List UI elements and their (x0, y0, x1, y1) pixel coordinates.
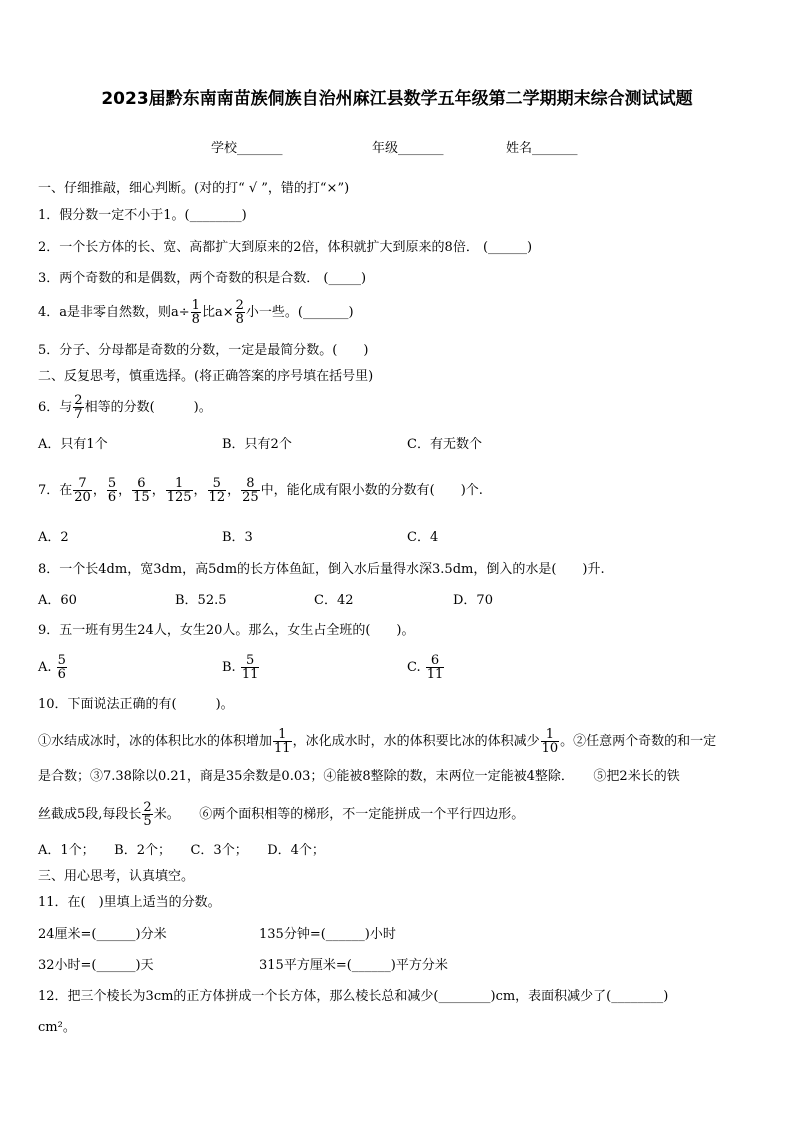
numerator: 5 (57, 653, 66, 668)
q10-statement-line-3 (38, 797, 524, 833)
q7-text-b: 中，能化成有限小数的分数有( )个. (260, 483, 483, 498)
q10-line1-a: ①水结成冰时，冰的体积比水的体积增加 (38, 734, 273, 749)
question-4 (38, 298, 354, 328)
q11-item-b: 135分钟=(______)小时 (259, 927, 396, 942)
q9-option-c (407, 650, 445, 686)
numerator: 8 (241, 477, 260, 491)
numerator: 1 (166, 477, 193, 491)
numerator: 1 (191, 298, 200, 313)
q10-statement-line-2: 是合数；③7.38除以0.21，商是35余数是0.03；④能被8整除的数，末两位一定能被4整除． ⑤把2米长的铁 (38, 769, 680, 784)
denominator: 11 (274, 741, 291, 756)
fraction (235, 299, 245, 326)
fraction (73, 477, 92, 504)
question-1: 1．假分数一定不小于1。(________) (38, 208, 247, 223)
q11-item-d: 315平方厘米=(______)平方分米 (259, 958, 448, 973)
numerator: 5 (241, 654, 260, 668)
q7-option-c: C．4 (407, 530, 439, 545)
question-5: 5．分子、分母都是奇数的分数，一定是最简分数。( ) (38, 343, 369, 358)
numerator: 5 (208, 477, 227, 491)
question-11: 11．在( )里填上适当的分数。 (38, 895, 221, 910)
q10-options: A．1个； B．2个； C．3个； D．4个； (38, 843, 325, 858)
question-8: 8．一个长4dm，宽3dm，高5dm的长方体鱼缸，倒入水后量得水深3.5dm，倒入的水是( )升. (38, 562, 605, 577)
question-9: 9．五一班有男生24人，女生20人。那么，女生占全班的( )。 (38, 623, 415, 638)
option-label: B. (222, 660, 236, 675)
q6-text-a: 6．与 (38, 400, 73, 415)
q9-option-b (222, 650, 260, 686)
numerator: 2 (74, 393, 83, 408)
q9-option-a (38, 650, 68, 686)
fraction (142, 801, 152, 828)
q4-text-c: 小一些。(_______) (245, 305, 354, 320)
grade-field: 年级_______ (372, 141, 444, 156)
denominator: 8 (191, 312, 200, 327)
fraction (541, 728, 560, 755)
question-7: 7．在 $\frac{7}{20}$ ， $\frac{5}{6}$ ， $\frac{6}{15}$ ， $\frac{1}{125}$ ， $\frac{5}{12}$ ， $\frac{8}{25}$ 中，能化成有限小数的分数有( )个. (38, 476, 483, 505)
denominator: 20 (74, 490, 91, 505)
q6-option-a: A．只有1个 (38, 437, 108, 452)
q7-text-a: 7．在 (38, 483, 73, 498)
denominator: 8 (235, 312, 244, 327)
q7-option-a: A．2 (38, 530, 69, 545)
fraction (107, 477, 117, 504)
q10-line3-b: 米。 ⑥两个面积相等的梯形，不一定能拼成一个平行四边形。 (153, 807, 525, 822)
q4-text-a: 4．a是非零自然数，则a÷ (38, 305, 190, 320)
denominator: 5 (143, 814, 152, 829)
fraction (241, 477, 260, 504)
numerator: 2 (235, 298, 244, 313)
q8-option-b: B．52.5 (175, 593, 227, 608)
fraction (191, 299, 201, 326)
q10-line1-c: 。②任意两个奇数的和一定 (560, 734, 717, 749)
page-title: 2023届黔东南南苗族侗族自治州麻江县数学五年级第二学期期末综合测试试题 (101, 89, 693, 109)
denominator: 11 (241, 667, 259, 682)
denominator: 11 (426, 667, 444, 682)
fraction (57, 654, 67, 681)
option-label: C. (407, 660, 421, 675)
denominator: 25 (242, 490, 259, 505)
fraction (166, 477, 193, 504)
denominator: 6 (57, 667, 66, 682)
question-6 (38, 393, 212, 423)
denominator: 6 (107, 490, 117, 505)
q11-item-c: 32小时=(______)天 (38, 958, 154, 973)
section-1-heading: 一、仔细推敲，细心判断。(对的打“ √ ”，错的打“×”) (38, 181, 350, 196)
q8-option-a: A．60 (38, 593, 77, 608)
question-10: 10．下面说法正确的有( )。 (38, 697, 234, 712)
q10-line1-b: ，冰化成水时，水的体积要比冰的体积减少 (292, 734, 540, 749)
q6-option-b: B．只有2个 (222, 437, 292, 452)
denominator: 15 (133, 490, 150, 505)
question-12-cont: cm²。 (38, 1020, 76, 1035)
fraction (208, 477, 227, 504)
numerator: 7 (73, 477, 92, 491)
fraction (73, 394, 83, 421)
q8-option-d: D．70 (453, 593, 493, 608)
fraction (426, 654, 445, 681)
numerator: 1 (273, 728, 292, 742)
numerator: 6 (426, 654, 445, 668)
denominator: 12 (208, 490, 226, 505)
question-3: 3．两个奇数的和是偶数，两个奇数的积是合数． (_____) (38, 271, 367, 286)
fraction (132, 477, 151, 504)
fraction (273, 728, 292, 755)
q8-option-c: C．42 (314, 593, 354, 608)
numerator: 2 (143, 800, 152, 815)
numerator: 1 (541, 728, 560, 742)
q10-line3-a: 丝截成5段,每段长 (38, 807, 142, 822)
q10-statement-line-1 (38, 724, 716, 760)
q11-item-a: 24厘米=(______)分米 (38, 927, 167, 942)
section-2-heading: 二、反复思考，慎重选择。(将正确答案的序号填在括号里) (38, 369, 374, 384)
q6-option-c: C．有无数个 (407, 437, 482, 452)
q7-option-b: B．3 (222, 530, 253, 545)
option-label: A. (38, 660, 52, 675)
numerator: 5 (107, 476, 117, 491)
question-12: 12．把三个棱长为3cm的正方体拼成一个长方体，那么棱长总和减少(________)cm，表面积减少了(________) (38, 989, 669, 1004)
name-field: 姓名_______ (506, 141, 578, 156)
fraction (241, 654, 260, 681)
q4-text-b: 比a× (201, 305, 234, 320)
school-field: 学校_______ (211, 141, 283, 156)
denominator: 10 (541, 741, 559, 756)
numerator: 6 (132, 477, 151, 491)
question-2: 2．一个长方体的长、宽、高都扩大到原来的2倍，体积就扩大到原来的8倍． (______) (38, 240, 533, 255)
section-3-heading: 三、用心思考，认真填空。 (38, 869, 195, 884)
q6-text-b: 相等的分数( )。 (84, 400, 212, 415)
denominator: 125 (166, 490, 192, 505)
denominator: 7 (74, 407, 83, 422)
